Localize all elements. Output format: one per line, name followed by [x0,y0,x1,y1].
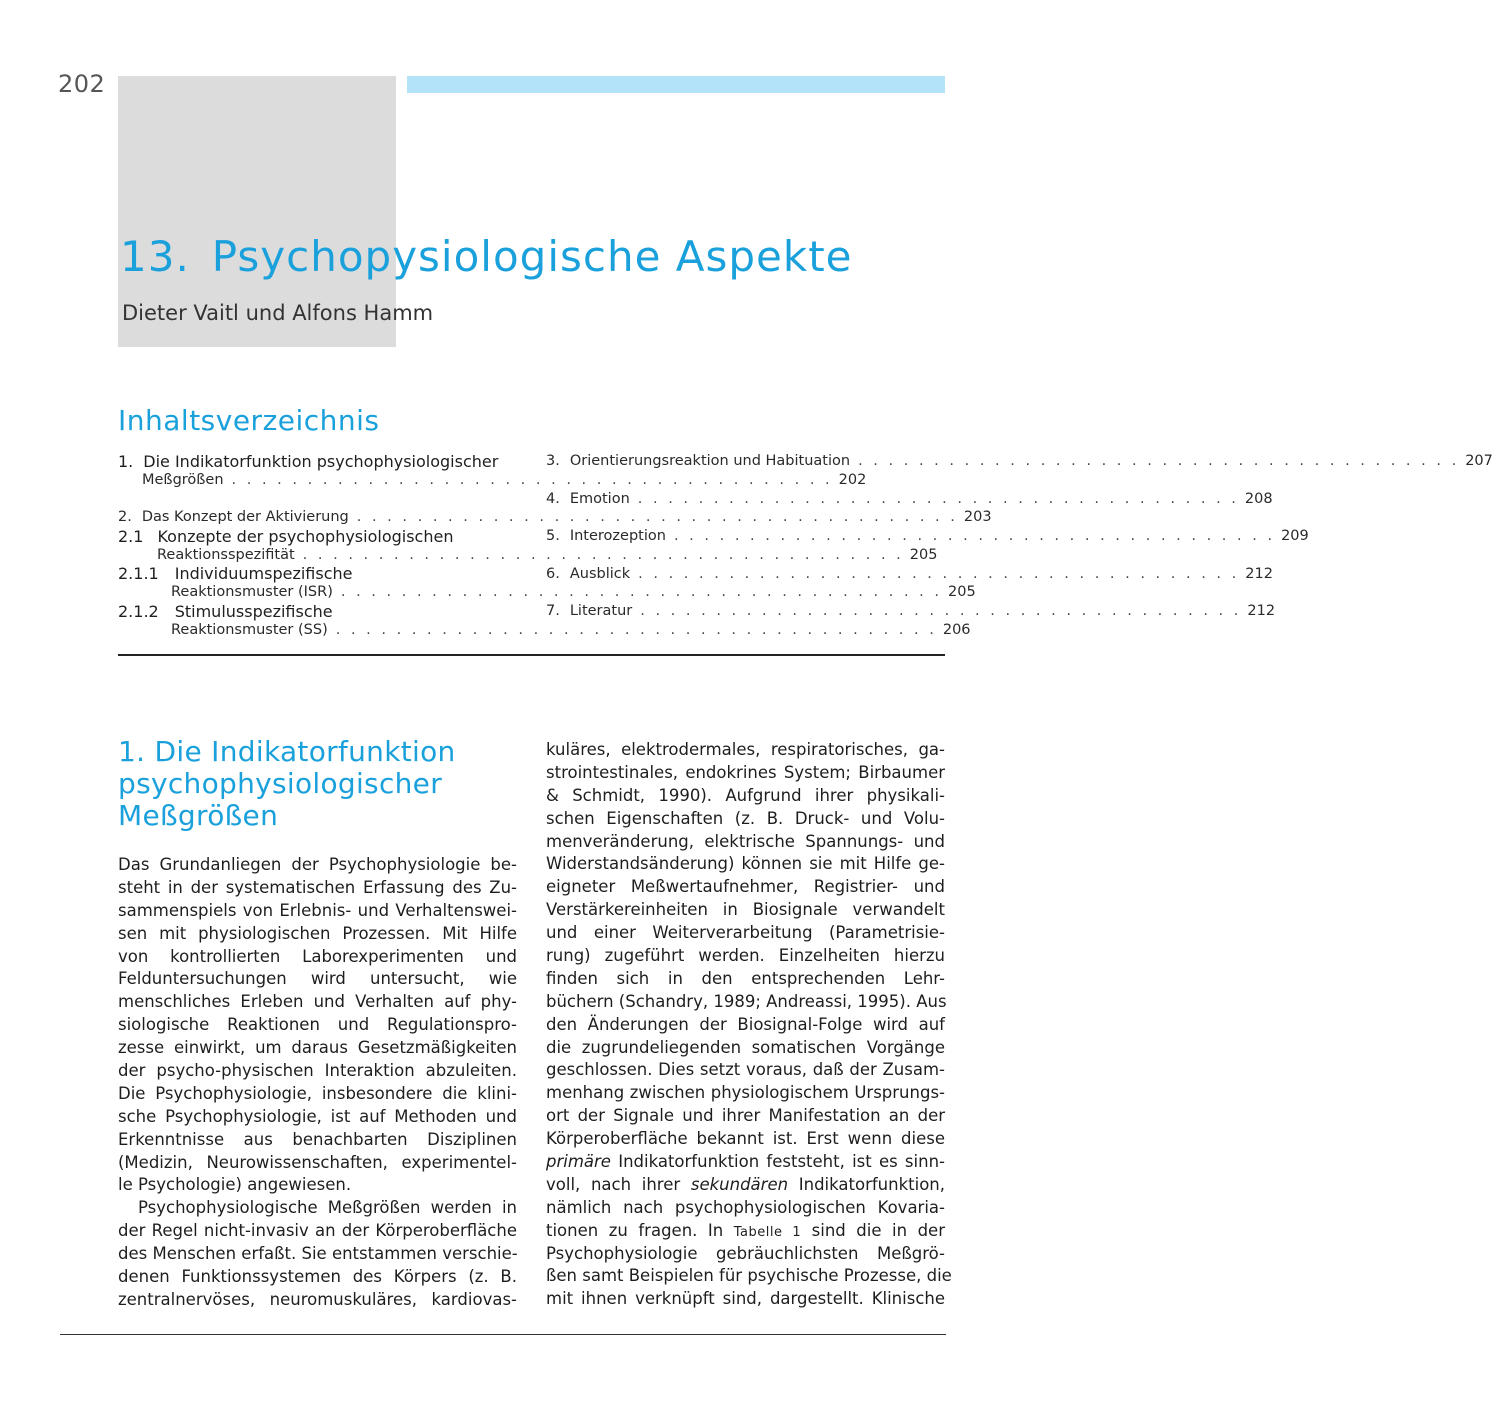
toc-entry-title-cont: Reaktionsmuster (ISR) [171,584,333,601]
text-line: strointestinales, endokrines System; Birbaumer [546,762,945,782]
toc-entry-title-cont: Reaktionsspezifität [157,546,295,563]
text-line: von kontrollierten Laborexperimenten und [118,946,517,966]
toc-entry-number: 2.1 [118,526,144,546]
toc-leader: . . . . . . . . . . . . . . . . . . . . . . . . . . . . . . . . . . . . . . . . [356,509,958,526]
text-line: steht in der systematischen Erfassung des Zu- [118,877,517,897]
toc-leader: . . . . . . . . . . . . . . . . . . . . . . . . . . . . . . . . . . . . . . . . [340,584,942,601]
toc-leader: . . . . . . . . . . . . . . . . . . . . . . . . . . . . . . . . . . . . . . . . [335,621,937,638]
text-line: Felduntersuchungen wird untersucht, wie [118,969,517,989]
text-line: denen Funktionssystemen des Körpers (z. B. [118,1267,517,1287]
table-reference-link[interactable]: Tabelle 1 [733,1224,802,1240]
toc-entry-title: Stimulusspezifische [174,601,333,621]
text-run: tionen zu fragen. In [546,1220,734,1240]
page-number: 202 [58,70,106,98]
toc-entry-number: 4. [546,490,560,507]
toc-entry-number: 5. [546,528,560,545]
text-line: Widerstandsänderung) können sie mit Hilfe ge- [546,854,945,874]
text-line: des Menschen erfaßt. Sie entstammen verschie- [118,1244,518,1264]
toc-heading: Inhaltsverzeichnis [118,404,380,437]
text-line: eigneter Meßwertaufnehmer, Registrier- und [546,877,945,897]
text-line: Die Psychophysiologie, insbesondere die klini- [118,1083,517,1103]
text-line: büchern (Schandry, 1989; Andreassi, 1995). Aus [546,991,947,1011]
text-line: menschliches Erleben und Verhalten auf phy- [118,992,517,1012]
text-line: (Medizin, Neurowissenschaften, experimentel- [118,1152,517,1172]
toc-entry-number: 7. [546,603,560,620]
text-line: sche Psychophysiologie, ist auf Methoden und [118,1106,517,1126]
text-line [546,1151,945,1174]
emphasis-primaere: primäre [546,1152,611,1172]
text-line: und einer Weiterverarbeitung (Parametrisie- [546,923,945,943]
toc-entry-7[interactable] [546,602,1276,621]
toc-entry-title: Literatur [569,603,633,620]
section-heading: 1. Die Indikatorfunktion psychophysiologischer Meßgrößen [118,735,456,832]
toc-entry-6[interactable] [546,565,1273,584]
toc-entry-number: 3. [546,453,560,469]
toc-entry-title: Ausblick [569,565,631,582]
text-line: ßen samt Beispielen für psychische Prozesse, die [546,1266,952,1286]
toc-leader: . . . . . . . . . . . . . . . . . . . . . . . . . . . . . . . . . . . . . . . . [302,546,904,563]
toc-entry-number: 2.1.1 [118,564,159,584]
toc-entry-line [118,583,976,602]
toc-entry-line [118,471,867,490]
toc-entry-number: 6. [546,565,560,582]
toc-entry-line [118,546,938,565]
toc-entry-5[interactable] [546,527,1309,546]
toc-entry-line [118,621,971,640]
toc-entry-number: 2. [118,509,132,526]
text-line: den Änderungen der Biosignal-Folge wird auf [546,1014,945,1034]
toc-entry-first-line [118,602,516,621]
toc-entry-title: Die Indikatorfunktion psychophysiologischer [143,452,499,471]
text-line: Das Grundanliegen der Psychophysiologie be- [118,855,517,874]
text-line: mit ihnen verknüpft sind, dargestellt. Klinische [546,1289,945,1309]
header-accent-bar [407,76,945,93]
text-line: nämlich nach psychophysiologischen Kovaria- [546,1197,945,1217]
text-line [546,1220,945,1243]
text-run: Indikatorfunktion feststeht, ist es sinn- [610,1152,945,1172]
toc-entry-3[interactable] [546,452,1493,471]
toc-entry-number: 2.1.2 [118,601,159,621]
text-line: geschlossen. Dies setzt voraus, daß der Zusam- [546,1060,945,1080]
text-line: die zugrundeliegenden somatischen Vorgänge [546,1037,945,1057]
toc-divider [118,654,945,656]
chapter-title [120,232,853,281]
text-line [546,1174,945,1197]
toc-entry-title: Das Konzept der Aktivierung [141,509,349,526]
text-line: Erkenntnisse aus benachbarten Disziplinen [118,1129,517,1149]
chapter-authors: Dieter Vaitl und Alfons Hamm [122,301,434,325]
text-line: der Regel nicht-invasiv an der Körperoberfläche [118,1221,517,1241]
toc-entry-2[interactable] [118,508,992,527]
text-line: zesse einwirkt, um daraus Gesetzmäßigkeiten [118,1038,517,1058]
text-line: schen Eigenschaften (z. B. Druck- und Volu- [546,808,945,828]
text-line: Psychophysiologie gebräuchlichsten Meßgrö- [546,1243,945,1263]
text-line: ort der Signale und ihrer Manifestation an der [546,1106,945,1126]
text-line: Körperoberfläche bekannt ist. Erst wenn diese [546,1129,945,1149]
toc-leader: . . . . . . . . . . . . . . . . . . . . . . . . . . . . . . . . . . . . . . . . [858,453,1460,469]
toc-entry-first-line [118,527,516,546]
text-line: Verstärkereinheiten in Biosignale verwandelt [546,900,945,920]
text-line: & Schmidt, 1990). Aufgrund ihrer physikali- [546,785,945,805]
toc-entry-number: 1. [118,452,134,471]
chapter-title-text: Psychopysiologische Aspekte [211,232,853,281]
toc-page-number: 212 [1245,565,1273,582]
text-run: sind die in der [801,1220,945,1240]
text-line: der psycho-physischen Interaktion abzuleiten. [118,1061,517,1081]
toc-page-number: 209 [1281,528,1309,545]
toc-entry-title: Interozeption [569,528,666,545]
text-line: siologische Reaktionen und Regulationspro- [118,1015,517,1035]
toc-leader: . . . . . . . . . . . . . . . . . . . . . . . . . . . . . . . . . . . . . . . . [673,528,1276,545]
toc-leader: . . . . . . . . . . . . . . . . . . . . . . . . . . . . . . . . . . . . . . . . [231,472,833,488]
toc-page-number: 208 [1244,490,1273,507]
toc-leader: . . . . . . . . . . . . . . . . . . . . . . . . . . . . . . . . . . . . . . . . [637,490,1239,507]
toc-entry-title-cont: Meßgrößen [142,472,224,488]
text-line: le Psychologie) angewiesen. [118,1175,352,1195]
toc-entry-first-line [118,564,516,583]
toc-entry-title: Individuumspezifische [174,564,353,584]
body-text-right-column [546,739,952,1311]
toc-entry-title: Konzepte der psychophysiologischen [157,526,454,546]
text-line: rung) zugeführt werden. Einzelheiten hierzu [546,946,945,966]
toc-leader: . . . . . . . . . . . . . . . . . . . . . . . . . . . . . . . . . . . . . . . . [640,603,1242,620]
text-run: Indikatorfunktion, [788,1174,945,1194]
text-line: kuläres, elektrodermales, respiratorisches, ga- [546,740,945,759]
text-line: sen mit physiologischen Prozessen. Mit Hilfe [118,923,517,943]
toc-leader: . . . . . . . . . . . . . . . . . . . . . . . . . . . . . . . . . . . . . . . . [638,565,1240,582]
text-line: Psychophysiologische Meßgrößen werden in [138,1198,517,1218]
toc-entry-first-line [118,452,516,471]
toc-page-number: 212 [1247,603,1276,620]
body-text-left-column [118,854,517,1312]
toc-entry-title: Emotion [569,490,630,507]
toc-page-number: 206 [942,621,971,638]
toc-entry-title: Orientierungsreaktion und Habituation [569,453,851,469]
toc-page-number: 202 [838,472,867,488]
toc-entry-title-cont: Reaktionsmuster (SS) [171,621,328,638]
toc-page-number: 207 [1465,453,1493,469]
toc-page-number: 205 [948,584,976,601]
text-line: zentralnervöses, neuromuskuläres, kardiovas- [118,1289,517,1309]
text-line: menveränderung, elektrische Spannungs- und [546,831,945,851]
text-line: sammenspiels von Erlebnis- und Verhaltenswei- [118,900,517,920]
toc-entry-4[interactable] [546,490,1273,509]
emphasis-sekundaeren: sekundären [690,1174,789,1194]
footer-divider [60,1334,946,1335]
toc-page-number: 203 [963,509,992,526]
text-run: voll, nach ihrer [546,1174,691,1194]
toc-page-number: 205 [909,546,938,563]
chapter-number: 13. [120,232,190,281]
text-line: finden sich in den entsprechenden Lehr- [546,968,945,988]
text-line: menhang zwischen physiologischem Ursprungs- [546,1083,945,1103]
